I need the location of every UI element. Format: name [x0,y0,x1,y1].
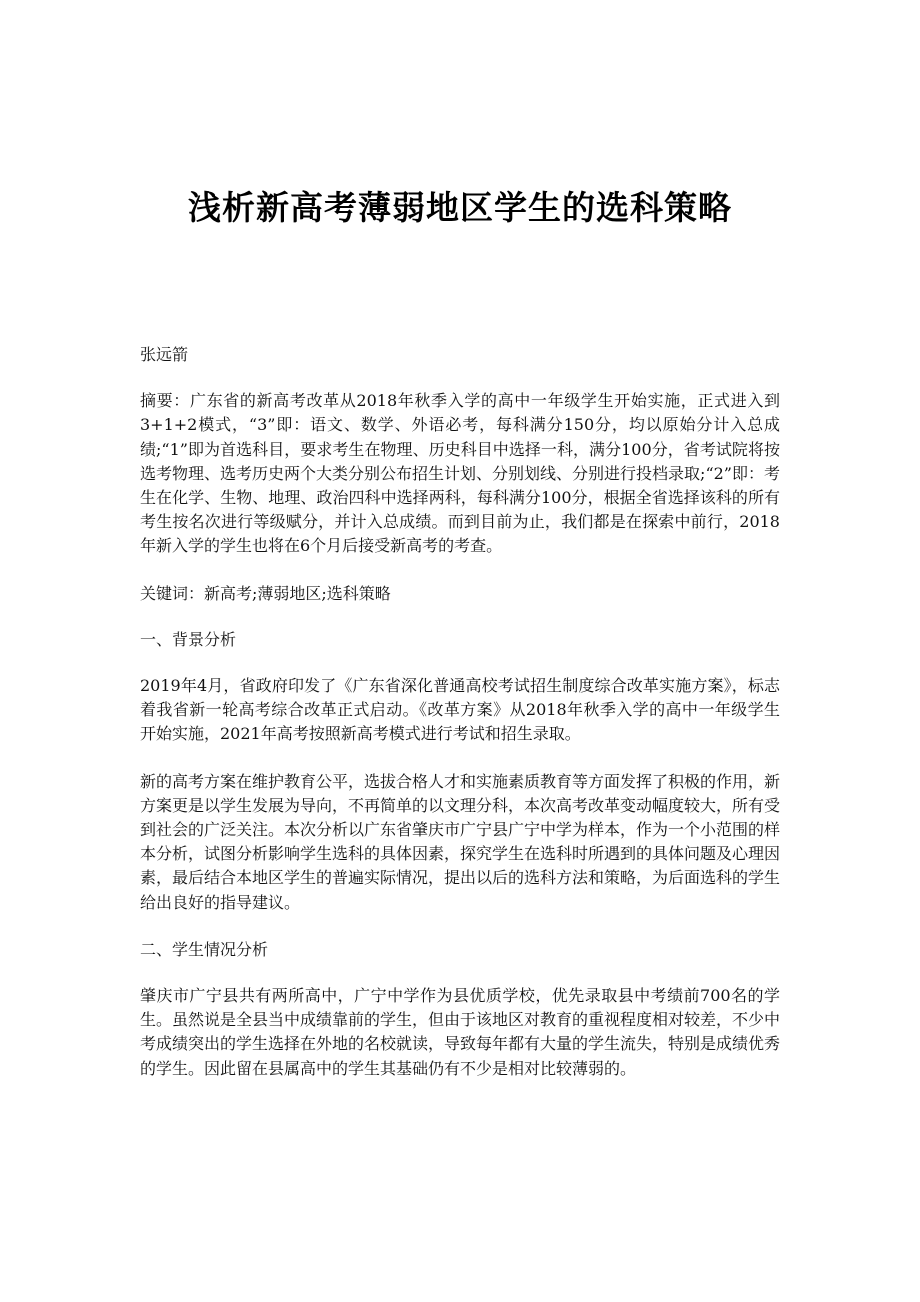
document-body [140,343,780,1104]
keywords-line: 关键词：新高考;薄弱地区;选科策略 [140,583,391,603]
section-heading-student-situation: 二、学生情况分析 [140,939,269,959]
student-situation-paragraph-1: 肇庆市广宁县共有两所高中，广宁中学作为县优质学校，优先录取县中考绩前700名的学生。虽然说是全县当中成绩靠前的学生，但由于该地区对教育的重视程度相对较差，不少中考成绩突出的学生选择在外地的名校就读，导致每年都有大量的学生流失，特别是成绩优秀的学生。因此留在县属高中的学生其基础仍有不少是相对比较薄弱的。 [140,986,781,1078]
background-paragraph-2: 新的高考方案在维护教育公平，选拔合格人才和实施素质教育等方面发挥了积极的作用，新方案更是以学生发展为导向，不再简单的以文理分科，本次高考改革变动幅度较大，所有受到社会的广泛关注。本次分析以广东省肇庆市广宁县广宁中学为样本，作为一个小范围的样本分析，试图分析影响学生选科的具体因素，探究学生在选科时所遇到的具体问题及心理因素，最后结合本地区学生的普遍实际情况，提出以后的选科方法和策略，为后面选科的学生给出良好的指导建议。 [140,771,781,912]
author-name: 张远箭 [140,345,189,364]
section-heading-background: 一、背景分析 [140,629,237,649]
page-title: 浅析新高考薄弱地区学生的选科策略 [188,188,732,227]
abstract-paragraph: 摘要：广东省的新高考改革从2018年秋季入学的高中一年级学生开始实施，正式进入到3+1+2模式，“3”即：语文、数学、外语必考，每科满分150分，均以原始分计入总成绩;“1”即为首选科目，要求考生在物理、历史科目中选择一科，满分100分，省考试院将按选考物理、选考历史两个大类分别公布招生计划、分别划线、分别进行投档录取;“2”即：考生在化学、生物、地理、政治四科中选择两科，每科满分100分，根据全省选择该科的所有考生按名次进行等级赋分，并计入总成绩。而到目前为止，我们都是在探索中前行，2018年新入学的学生也将在6个月后接受新高考的考查。 [140,391,780,556]
background-paragraph-1: 2019年4月，省政府印发了《广东省深化普通高校考试招生制度综合改革实施方案》，标志着我省新一轮高考综合改革正式启动。《改革方案》从2018年秋季入学的高中一年级学生开始实施，2021年高考按照新高考模式进行考试和招生录取。 [140,676,780,744]
